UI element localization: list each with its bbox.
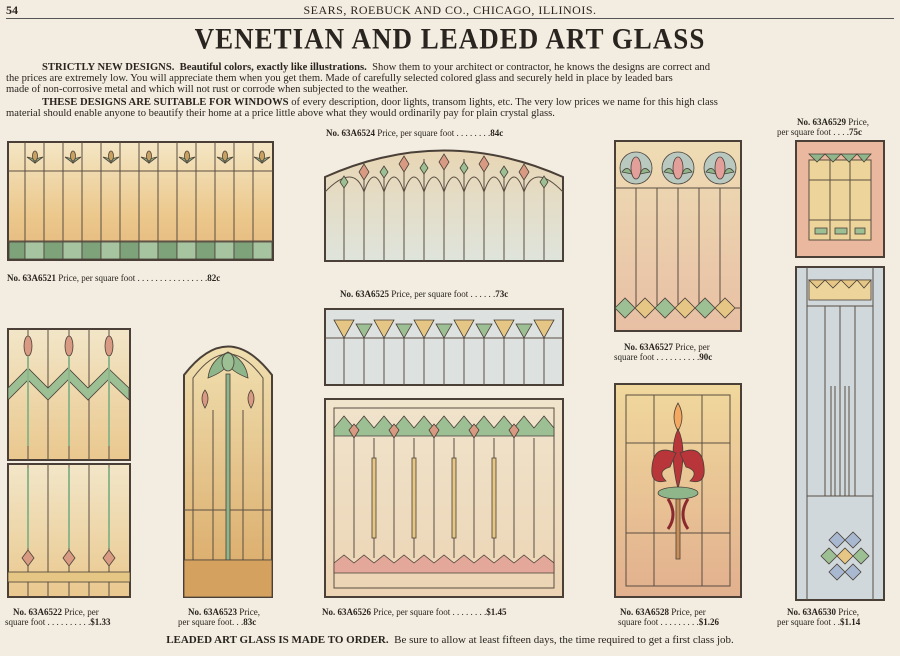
price-label-2: per square foot. . . bbox=[178, 617, 244, 627]
intro-line-2: the prices are extremely low. You will appreciate them when you get them. Made of carefully selected colored glass and securely held in place by leaded bars bbox=[6, 73, 673, 84]
price-label: Price, per square foot . . . . . . . . bbox=[377, 128, 491, 138]
window-6522-illustration bbox=[7, 328, 131, 598]
page-title: VENETIAN AND LEADED ART GLASS bbox=[194, 22, 706, 56]
item-price: 82c bbox=[207, 273, 221, 283]
price-label-2: square foot . . . . . . . . . . bbox=[5, 617, 91, 627]
price-label: Price, per bbox=[671, 607, 706, 617]
caption-6522 bbox=[5, 607, 111, 627]
intro-lead-3: THESE DESIGNS ARE SUITABLE FOR WINDOWS bbox=[42, 97, 289, 108]
price-label: Price, per bbox=[675, 342, 710, 352]
intro-lead-1: STRICTLY NEW DESIGNS. bbox=[42, 62, 175, 73]
item-number: No. 63A6524 bbox=[326, 128, 375, 138]
item-number: No. 63A6522 bbox=[13, 607, 62, 617]
intro-line-4-text: of every description, door lights, transom lights, etc. The very low prices we name for this high class bbox=[291, 97, 718, 108]
intro-line-4 bbox=[6, 98, 894, 109]
price-label: Price, bbox=[838, 607, 859, 617]
price-label-2: per square foot . . bbox=[777, 617, 840, 627]
page-number: 54 bbox=[6, 3, 18, 17]
price-label-2: per square foot . . . . bbox=[777, 127, 849, 137]
item-number: No. 63A6521 bbox=[7, 273, 56, 283]
running-header bbox=[6, 3, 894, 19]
price-label: Price, per square foot . . . . . . . . bbox=[373, 607, 487, 617]
item-price: 83c bbox=[243, 617, 257, 627]
window-6523-illustration bbox=[183, 330, 273, 598]
window-6527-illustration bbox=[614, 140, 742, 332]
intro-line-3: made of non-corrosive metal and which will not rust or corrode when subjected to the weather. bbox=[6, 84, 408, 95]
caption-6528 bbox=[618, 607, 719, 627]
price-label: Price, bbox=[848, 117, 869, 127]
item-price: 75c bbox=[848, 127, 862, 137]
window-6524-illustration bbox=[324, 142, 564, 262]
footer-note bbox=[0, 634, 900, 646]
item-number: No. 63A6529 bbox=[797, 117, 846, 127]
item-price: 90c bbox=[699, 352, 713, 362]
price-label: Price, per square foot . . . . . . bbox=[391, 289, 496, 299]
caption-6525 bbox=[340, 289, 508, 299]
price-label: Price, per square foot . . . . . . . . . . . . . . . . bbox=[58, 273, 208, 283]
price-label: Price, bbox=[239, 607, 260, 617]
caption-6530 bbox=[777, 607, 860, 627]
item-price: $1.26 bbox=[698, 617, 719, 627]
item-number: No. 63A6523 bbox=[188, 607, 237, 617]
price-label: Price, per bbox=[64, 607, 99, 617]
caption-6529 bbox=[777, 117, 869, 137]
caption-6527 bbox=[614, 342, 713, 362]
price-label-2: square foot . . . . . . . . . bbox=[618, 617, 699, 627]
intro-lead-2: Beautiful colors, exactly like illustrations. bbox=[179, 62, 367, 73]
item-number: No. 63A6530 bbox=[787, 607, 836, 617]
item-price: $1.33 bbox=[90, 617, 111, 627]
running-head-title: SEARS, ROEBUCK AND CO., CHICAGO, ILLINOIS. bbox=[303, 3, 597, 17]
item-price: $1.45 bbox=[486, 607, 507, 617]
intro-line-1 bbox=[6, 63, 894, 74]
window-6529-illustration bbox=[795, 140, 885, 258]
caption-6524 bbox=[326, 128, 503, 138]
window-6521-illustration bbox=[7, 141, 274, 261]
footer-lead: LEADED ART GLASS IS MADE TO ORDER. bbox=[166, 634, 389, 646]
caption-6523 bbox=[178, 607, 260, 627]
intro-line-5: material should enable anyone to beautify their home at a price little above what they would ordinarily pay for plain crystal glass. bbox=[6, 108, 555, 119]
price-label-2: square foot . . . . . . . . . . bbox=[614, 352, 700, 362]
item-price: 84c bbox=[490, 128, 504, 138]
caption-6521 bbox=[7, 273, 220, 283]
item-number: No. 63A6526 bbox=[322, 607, 371, 617]
item-price: $1.14 bbox=[839, 617, 861, 627]
window-6530-illustration bbox=[795, 266, 885, 601]
window-6525-illustration bbox=[324, 308, 564, 386]
item-number: No. 63A6525 bbox=[340, 289, 389, 299]
item-price: 73c bbox=[495, 289, 509, 299]
window-6526-illustration bbox=[324, 398, 564, 598]
footer-text: Be sure to allow at least fifteen days, the time required to get a first class job. bbox=[394, 634, 734, 646]
window-6528-illustration bbox=[614, 383, 742, 598]
item-number: No. 63A6527 bbox=[624, 342, 673, 352]
item-number: No. 63A6528 bbox=[620, 607, 669, 617]
intro-line-1-text: Show them to your architect or contractor, he knows the designs are correct and bbox=[372, 62, 710, 73]
caption-6526 bbox=[322, 607, 506, 617]
